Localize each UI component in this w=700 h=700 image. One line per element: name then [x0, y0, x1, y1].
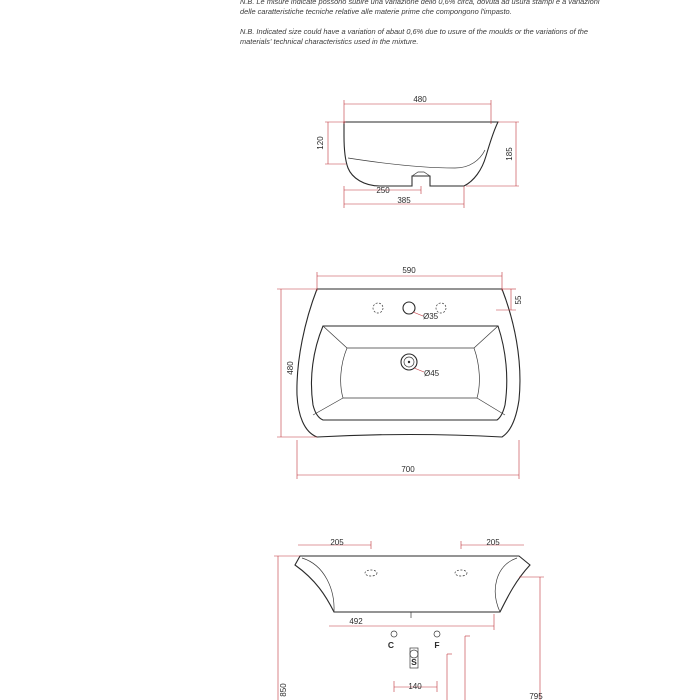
dim-side-total-height: 185: [505, 147, 514, 161]
dim-top-depth: 480: [286, 361, 295, 375]
leader-tap-diameter: [413, 312, 423, 316]
note-italian-line2: delle caratteristiche tecniche relative alle materie prime che compongono l'impasto.: [240, 7, 512, 16]
dim-side-rim-height: 120: [316, 136, 325, 150]
front-view: [274, 538, 544, 700]
leader-drain-diameter: [414, 368, 424, 372]
front-tap-hole-left: [365, 570, 377, 576]
dim-top-width-bottom: 700: [401, 465, 415, 474]
dim-back-rim: 55: [514, 295, 523, 305]
front-view-basin-outline: [295, 556, 530, 612]
label-cold: C: [387, 640, 395, 650]
bowl-corner-bl: [313, 398, 343, 415]
dim-left-tap-offset: 205: [330, 538, 344, 547]
dim-side-width: 480: [413, 95, 427, 104]
dim-top-width: 590: [402, 266, 416, 275]
front-tap-hole-right: [455, 570, 467, 576]
dim-side-depth: 385: [397, 196, 411, 205]
note-english-line1: N.B. Indicated size could have a variation of abaut 0,6% due to usure of the moulds or the variations of the: [240, 27, 588, 36]
dim-side-drain-offset: 250: [376, 186, 390, 195]
tap-hole-left: [373, 303, 383, 313]
drain-hole-center: [408, 361, 410, 363]
label-hot: F: [434, 640, 440, 650]
side-view-drain: [412, 172, 430, 186]
hot-water-connection: [434, 631, 440, 637]
bowl-corner-tr: [474, 326, 498, 348]
label-drain: S: [411, 657, 417, 667]
dim-drain-offset: 492: [349, 617, 363, 626]
dim-floor-height: 850: [279, 683, 288, 697]
dim-drain-spacing: 140: [408, 682, 422, 691]
dim-drain-height: 795: [529, 692, 543, 700]
side-view-basin-inner: [348, 150, 485, 168]
bowl-corner-br: [477, 398, 505, 415]
top-view: [277, 266, 523, 479]
dim-right-tap-offset: 205: [486, 538, 500, 547]
note-english-line2: materials' technical characteristics used in the mixture.: [240, 37, 419, 46]
bowl-corner-tl: [323, 326, 347, 348]
dim-drain-diameter: Ø45: [424, 369, 440, 378]
top-view-bowl-inner: [341, 348, 480, 398]
dim-tap-hole-diameter: Ø35: [423, 312, 439, 321]
note-italian-line1: N.B. Le misure indicate possono subire una variazione dello 0,6% circa, dovuta ad usura stampi e a variazioni: [240, 0, 600, 6]
cold-water-connection: [391, 631, 397, 637]
front-view-rim-curve-right: [495, 558, 517, 612]
side-view: [316, 95, 519, 208]
side-view-basin-outline: [344, 122, 498, 186]
